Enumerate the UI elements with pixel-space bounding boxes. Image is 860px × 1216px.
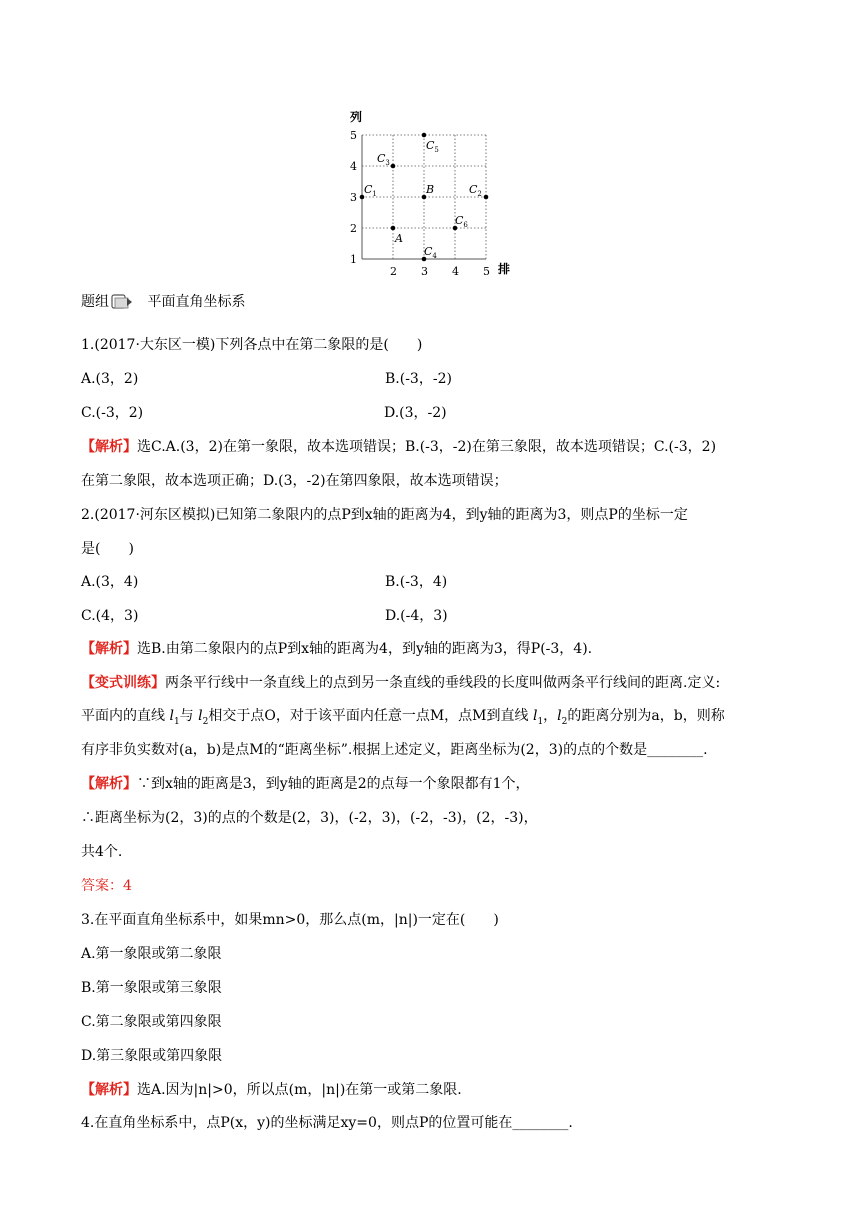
col-axis-label: 列 (350, 110, 363, 124)
seat-grid-figure (340, 104, 520, 280)
q2-option-c: C.(4，3) (81, 608, 139, 624)
point-label-C5: $C_5$ (426, 139, 439, 154)
q3-explanation: 【解析】选A.因为|n|>0，所以点(m，|n|)在第一或第二象限. (81, 1082, 462, 1098)
point-label-C6: $C_6$ (455, 214, 468, 229)
y-tick-label: 2 (350, 222, 357, 235)
variant-answer: 答案：4 (81, 878, 132, 894)
q2-option-b: B.(-3，4) (385, 574, 448, 590)
grid-tick-labels (350, 129, 490, 278)
x-tick-label: 5 (483, 265, 490, 278)
variant-explanation-line1: 【解析】∵到x轴的距离是3，到y轴的距离是2的点每一个象限都有1个， (81, 776, 530, 792)
variant-line1: 【变式训练】两条平行线中一条直线上的点到另一条直线的垂线段的长度叫做两条平行线间的距离.定义: (81, 675, 721, 691)
section-title: 平面直角坐标系 (147, 294, 246, 310)
section-prefix: 题组 (81, 294, 109, 310)
grid-points (360, 133, 489, 262)
q4-stem: 4.在直角坐标系中，点P(x，y)的坐标满足xy=0，则点P的位置可能在________. (81, 1115, 573, 1131)
q2-stem-line2: 是( ) (81, 541, 134, 557)
y-tick-label: 5 (350, 129, 357, 142)
variant-line3: 有序非负实数对(a，b)是点M的“距离坐标”.根据上述定义，距离坐标为(2，3)的点的个数是________. (81, 742, 708, 758)
analysis-tag: 【解析】 (81, 1082, 137, 1098)
q3-option-a: A.第一象限或第二象限 (81, 946, 222, 962)
x-tick-label: 2 (390, 265, 397, 278)
q2-option-a: A.(3，4) (81, 574, 139, 590)
x-tick-label: 3 (421, 265, 428, 278)
q3-option-b: B.第一象限或第三象限 (81, 980, 222, 996)
point-C5 (422, 133, 427, 138)
q1-stem: 1.(2017·大东区一模)下列各点中在第二象限的是( ) (81, 337, 423, 353)
row-axis-label: 排 (498, 262, 511, 276)
point-C3 (391, 164, 396, 169)
q2-option-d: D.(-4，3) (385, 608, 448, 624)
point-label-B: B (426, 183, 435, 196)
point-label-C4: $C_4$ (424, 245, 437, 260)
analysis-tag: 【解析】 (81, 439, 137, 455)
q3-option-d: D.第三象限或第四象限 (81, 1048, 223, 1064)
x-tick-label: 4 (452, 265, 459, 278)
point-C2 (484, 195, 489, 200)
point-label-C1: $C_1$ (364, 183, 377, 198)
q1-explanation-line1: 【解析】选C.A.(3，2)在第一象限，故本选项错误；B.(-3，-2)在第三象限，故本选项错误；C.(-3，2) (81, 439, 717, 455)
variant-explanation-line2: ∴距离坐标为(2，3)的点的个数是(2，3)，(-2，3)，(-2，-3)，(2，-3)， (81, 810, 538, 826)
variant-tag: 【变式训练】 (81, 675, 165, 691)
point-label-C3: $C_3$ (377, 152, 390, 167)
point-A (391, 226, 396, 231)
q2-stem-line1: 2.(2017·河东区模拟)已知第二象限内的点P到x轴的距离为4，到y轴的距离为3，则点P的坐标一定 (81, 507, 688, 523)
q1-option-c: C.(-3，2) (81, 405, 144, 421)
section-heading (81, 292, 245, 312)
tag-icon (111, 294, 133, 310)
q3-stem: 3.在平面直角坐标系中，如果mn>0，那么点(m，|n|)一定在( ) (81, 912, 499, 928)
y-tick-label: 3 (350, 191, 357, 204)
point-label-A: A (395, 232, 403, 245)
point-label-C2: $C_2$ (469, 183, 482, 198)
variant-line2: 平面内的直线 $l_1$与 $l_2$相交于点O，对于该平面内任意一点M，点M到直线 $l_1$，$l_2$的距离分别为a，b，则称 (81, 708, 725, 727)
q1-option-a: A.(3，2) (81, 371, 139, 387)
q2-explanation: 【解析】选B.由第二象限内的点P到x轴的距离为4，到y轴的距离为3，得P(-3，4). (81, 641, 593, 657)
y-tick-label: 4 (350, 160, 357, 173)
q1-option-b: B.(-3，-2) (385, 371, 452, 387)
analysis-tag: 【解析】 (81, 641, 137, 657)
analysis-tag: 【解析】 (81, 776, 137, 792)
q1-option-d: D.(3，-2) (384, 405, 447, 421)
y-tick-label: 1 (350, 253, 357, 266)
q3-option-c: C.第二象限或第四象限 (81, 1014, 222, 1030)
variant-explanation-line3: 共4个. (81, 844, 123, 860)
q1-explanation-line2: 在第二象限，故本选项正确；D.(3，-2)在第四象限，故本选项错误； (81, 473, 508, 489)
